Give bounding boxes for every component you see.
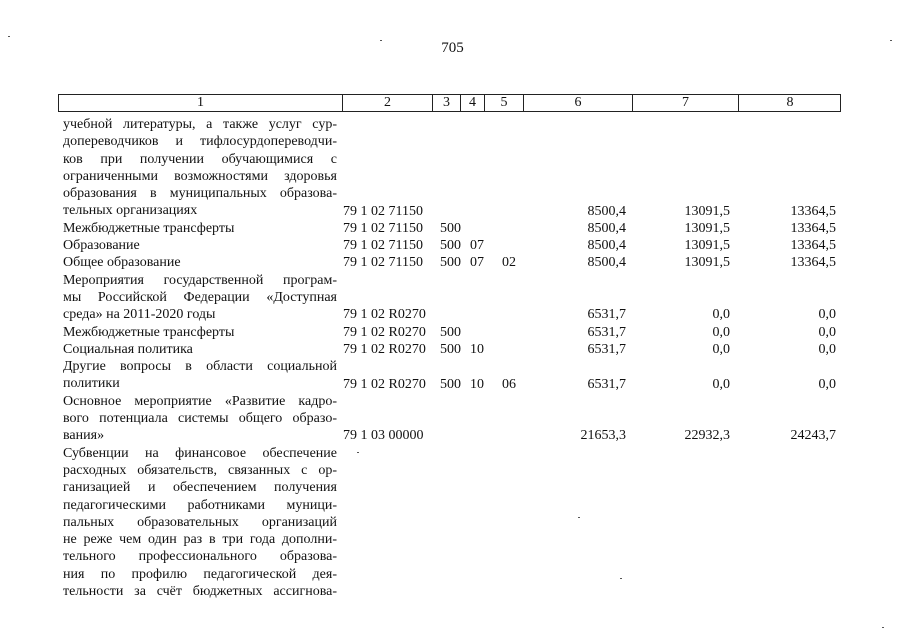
row-description-line: Основное мероприятие «Развитие кадро- [63, 393, 337, 409]
row-description-line: Межбюджетные трансферты [63, 324, 235, 340]
header-col-4: 4 [460, 95, 484, 111]
row-col4: 10 [470, 376, 484, 392]
row-description-line: расходных обязательств, связанных с ор- [63, 462, 337, 478]
row-col3: 500 [440, 341, 461, 357]
row-description-line: мы Российской Федерации «Доступная [63, 289, 337, 305]
header-col-6: 6 [523, 95, 632, 111]
row-value-7: 0,0 [712, 307, 730, 323]
row-description [63, 254, 337, 271]
row-col4: 10 [470, 341, 484, 357]
row-value-7: 22932,3 [684, 428, 730, 444]
page-number: 705 [441, 40, 464, 56]
row-description-line: вания» [63, 428, 105, 444]
row-value-6: 8500,4 [587, 220, 626, 236]
row-description [63, 445, 337, 601]
row-description-line: допереводчиков и тифлосурдопереводчи- [63, 134, 337, 150]
row-description-line: тельного профессионального образова- [63, 549, 337, 565]
row-value-6: 6531,7 [587, 341, 626, 357]
row-description-line: ограниченными возможностями здоровья [63, 168, 337, 184]
row-value-7: 0,0 [712, 324, 730, 340]
row-description-line: ганизацией и обеспечением получения [63, 480, 337, 496]
scan-speck [380, 40, 382, 41]
row-description-line: политики [63, 376, 120, 392]
header-col-5: 5 [484, 95, 523, 111]
row-value-6: 6531,7 [587, 307, 626, 323]
row-description-line: Мероприятия государственной програм- [63, 272, 337, 288]
row-col4: 07 [470, 255, 484, 271]
header-col-7: 7 [632, 95, 738, 111]
row-value-6: 6531,7 [587, 376, 626, 392]
row-value-8: 0,0 [818, 341, 836, 357]
row-value-8: 13364,5 [790, 238, 836, 254]
row-col3: 500 [440, 220, 461, 236]
row-col3: 500 [440, 238, 461, 254]
row-description [63, 393, 337, 445]
row-code: 79 1 02 71150 [343, 220, 423, 236]
row-description-line: среда» на 2011-2020 годы [63, 307, 216, 323]
scan-speck [620, 578, 622, 579]
row-description [63, 358, 337, 393]
row-description [63, 220, 337, 237]
row-value-8: 13364,5 [790, 203, 836, 219]
row-value-7: 13091,5 [684, 255, 730, 271]
header-col-2: 2 [342, 95, 432, 111]
row-value-6: 8500,4 [587, 255, 626, 271]
row-col5: 02 [502, 255, 516, 271]
row-code: 79 1 02 R0270 [343, 307, 426, 323]
table-header [58, 94, 841, 112]
scan-speck [890, 40, 892, 41]
row-description-line: образования в муниципальных образова- [63, 186, 337, 202]
scan-speck [357, 452, 359, 453]
scan-speck [882, 627, 884, 628]
row-value-6: 6531,7 [587, 324, 626, 340]
row-description-line: Другие вопросы в области социальной [63, 359, 337, 375]
row-description [63, 341, 337, 358]
row-value-6: 21653,3 [580, 428, 626, 444]
row-value-8: 13364,5 [790, 255, 836, 271]
row-value-6: 8500,4 [587, 238, 626, 254]
row-value-8: 0,0 [818, 376, 836, 392]
row-description [63, 324, 337, 341]
row-code: 79 1 02 71150 [343, 238, 423, 254]
row-description-line: Общее образование [63, 255, 181, 271]
row-col3: 500 [440, 324, 461, 340]
row-code: 79 1 03 00000 [343, 428, 424, 444]
row-code: 79 1 02 71150 [343, 255, 423, 271]
header-col-3: 3 [432, 95, 460, 111]
row-description [63, 237, 337, 254]
row-description-line: ков при получении обучающимися с [63, 151, 337, 167]
row-description-line: Образование [63, 238, 140, 254]
row-value-7: 13091,5 [684, 220, 730, 236]
row-value-6: 8500,4 [587, 203, 626, 219]
row-col5: 06 [502, 376, 516, 392]
row-description [63, 272, 337, 324]
row-description-line: не реже чем один раз в три года дополни- [63, 532, 337, 548]
row-code: 79 1 02 71150 [343, 203, 423, 219]
row-description-line: Социальная политика [63, 341, 193, 357]
row-value-8: 24243,7 [790, 428, 836, 444]
row-value-7: 13091,5 [684, 203, 730, 219]
row-value-8: 13364,5 [790, 220, 836, 236]
row-code: 79 1 02 R0270 [343, 324, 426, 340]
row-code: 79 1 02 R0270 [343, 376, 426, 392]
row-description-line: Субвенции на финансовое обеспечение [63, 445, 337, 461]
row-value-7: 0,0 [712, 376, 730, 392]
row-description-line: ния по профилю педагогической дея- [63, 566, 337, 582]
row-description-line: учебной литературы, а также услуг сур- [63, 117, 337, 132]
row-description-line: Межбюджетные трансферты [63, 220, 235, 236]
header-col-8: 8 [738, 95, 841, 111]
header-col-1: 1 [197, 95, 204, 110]
row-col4: 07 [470, 238, 484, 254]
row-description-line: тельных организациях [63, 203, 198, 219]
row-description-line: педагогическими работниками муници- [63, 497, 337, 513]
row-code: 79 1 02 R0270 [343, 341, 426, 357]
row-col3: 500 [440, 255, 461, 271]
row-description-line: тельности за счёт бюджетных ассигнова- [63, 584, 337, 600]
scan-speck [578, 517, 580, 518]
scan-speck [8, 36, 10, 37]
row-description-line: пальных образовательных организаций [63, 514, 337, 530]
row-value-7: 13091,5 [684, 238, 730, 254]
row-value-8: 0,0 [818, 324, 836, 340]
row-col3: 500 [440, 376, 461, 392]
row-description-line: вого потенциала системы общего образо- [63, 411, 337, 427]
row-value-8: 0,0 [818, 307, 836, 323]
row-description [63, 116, 337, 220]
row-value-7: 0,0 [712, 341, 730, 357]
